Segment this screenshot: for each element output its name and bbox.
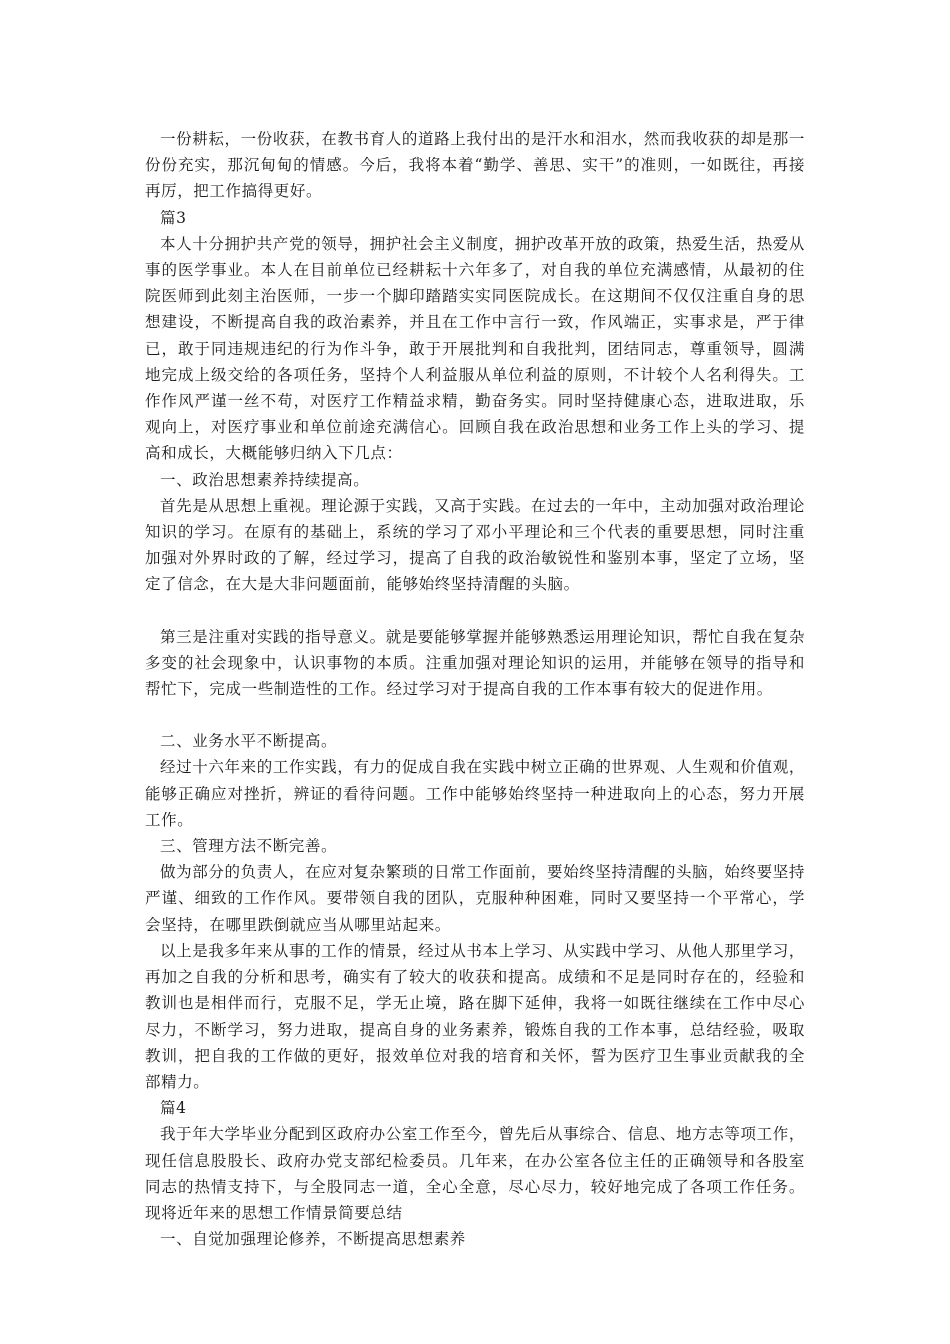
blank-line [145,702,805,728]
document-body [145,126,805,1252]
paragraph-department-lead: 做为部分的负责人，在应对复杂繁琐的日常工作面前，要始终坚持清醒的头脑，始终要坚持严谨、细致的工作作风。要带领自我的团队，克服种种困难，同时又要坚持一个平常心，学会坚持，在哪里跌倒就应当从哪里站起来。 [145,863,805,934]
heading-political-thought: 一、政治思想素养持续提高。 [160,470,370,489]
paragraph-self-introduction: 本人十分拥护共产党的领导，拥护社会主义制度，拥护改革开放的政策，热爱生活，热爱从事的医学事业。本人在目前单位已经耕耘十六年多了，对自我的单位充满感情，从最初的住院医师到此刻主治医师，一步一个脚印踏踏实实同医院成长。在这期间不仅仅注重自身的思想建设，不断提高自我的政治素养，并且在工作中言行一致，作风端正，实事求是，严于律已，敢于同违规违纪的行为作斗争，敢于开展批判和自我批判，团结同志，尊重领导，圆满地完成上级交给的各项任务，坚持个人利益服从单位利益的原则，不计较个人名利得失。工作作风严谨一丝不苟，对医疗工作精益求精，勤奋务实。同时坚持健康心态，进取进取，乐观向上，对医疗事业和单位前途充满信心。回顾自我在政治思想和业务工作上头的学习、提高和成长，大概能够归纳入下几点： [145,234,805,463]
heading-management-methods: 三、管理方法不断完善。 [160,837,338,856]
section-heading-part-4: 篇4 [160,1099,187,1118]
blank-line [145,598,805,624]
heading-professional-level: 二、业务水平不断提高。 [160,732,338,751]
paragraph-closing-reflection: 一份耕耘，一份收获，在教书育人的道路上我付出的是汗水和泪水，然而我收获的却是那一份份充实，那沉甸甸的情感。今后，我将本着“勤学、善思、实干”的准则，一如既往，再接再厉，把工作搞得更好。 [145,130,805,201]
heading-theory-cultivation: 一、自觉加强理论修养，不断提高思想素养 [160,1230,466,1249]
paragraph-work-practice: 经过十六年来的工作实践，有力的促成自我在实践中树立正确的世界观、人生观和价值观，能够正确应对挫折，辨证的看待问题。工作中能够始终坚持一种进取向上的心态，努力开展工作。 [145,758,805,829]
paragraph-practice-guidance: 第三是注重对实践的指导意义。就是要能够掌握并能够熟悉运用理论知识，帮忙自我在复杂多变的社会现象中，认识事物的本质。注重加强对理论知识的运用，并能够在领导的指导和帮忙下，完成一些制造性的工作。经过学习对于提高自我的工作本事有较大的促进作用。 [145,627,805,699]
section-heading-part-3: 篇3 [160,208,187,227]
paragraph-career-intro: 我于年大学毕业分配到区政府办公室工作至今，曾先后从事综合、信息、地方志等项工作，现任信息股股长、政府办党支部纪检委员。几年来，在办公室各位主任的正确领导和各股室同志的热情支持下，与全股同志一道，全心全意，尽心尽力，较好地完成了各项工作任务。现将近年来的思想工作情景简要总结 [145,1125,805,1222]
paragraph-summary: 以上是我多年来从事的工作的情景，经过从书本上学习、从实践中学习、从他人那里学习，再加之自我的分析和思考，确实有了较大的收获和提高。成绩和不足是同时存在的，经验和教训也是相伴而行，克服不足，学无止境，路在脚下延伸，我将一如既往继续在工作中尽心尽力，不断学习，努力进取，提高自身的业务素养，锻炼自我的工作本事，总结经验，吸取教训，把自我的工作做的更好，报效单位对我的培育和关怀，誓为医疗卫生事业贡献我的全部精力。 [145,941,805,1091]
paragraph-theory-study: 首先是从思想上重视。理论源于实践，又高于实践。在过去的一年中，主动加强对政治理论知识的学习。在原有的基础上，系统的学习了邓小平理论和三个代表的重要思想，同时注重加强对外界时政的了解，经过学习，提高了自我的政治敏锐性和鉴别本事，坚定了立场，坚定了信念，在大是大非问题面前，能够始终坚持清醒的头脑。 [145,496,805,594]
